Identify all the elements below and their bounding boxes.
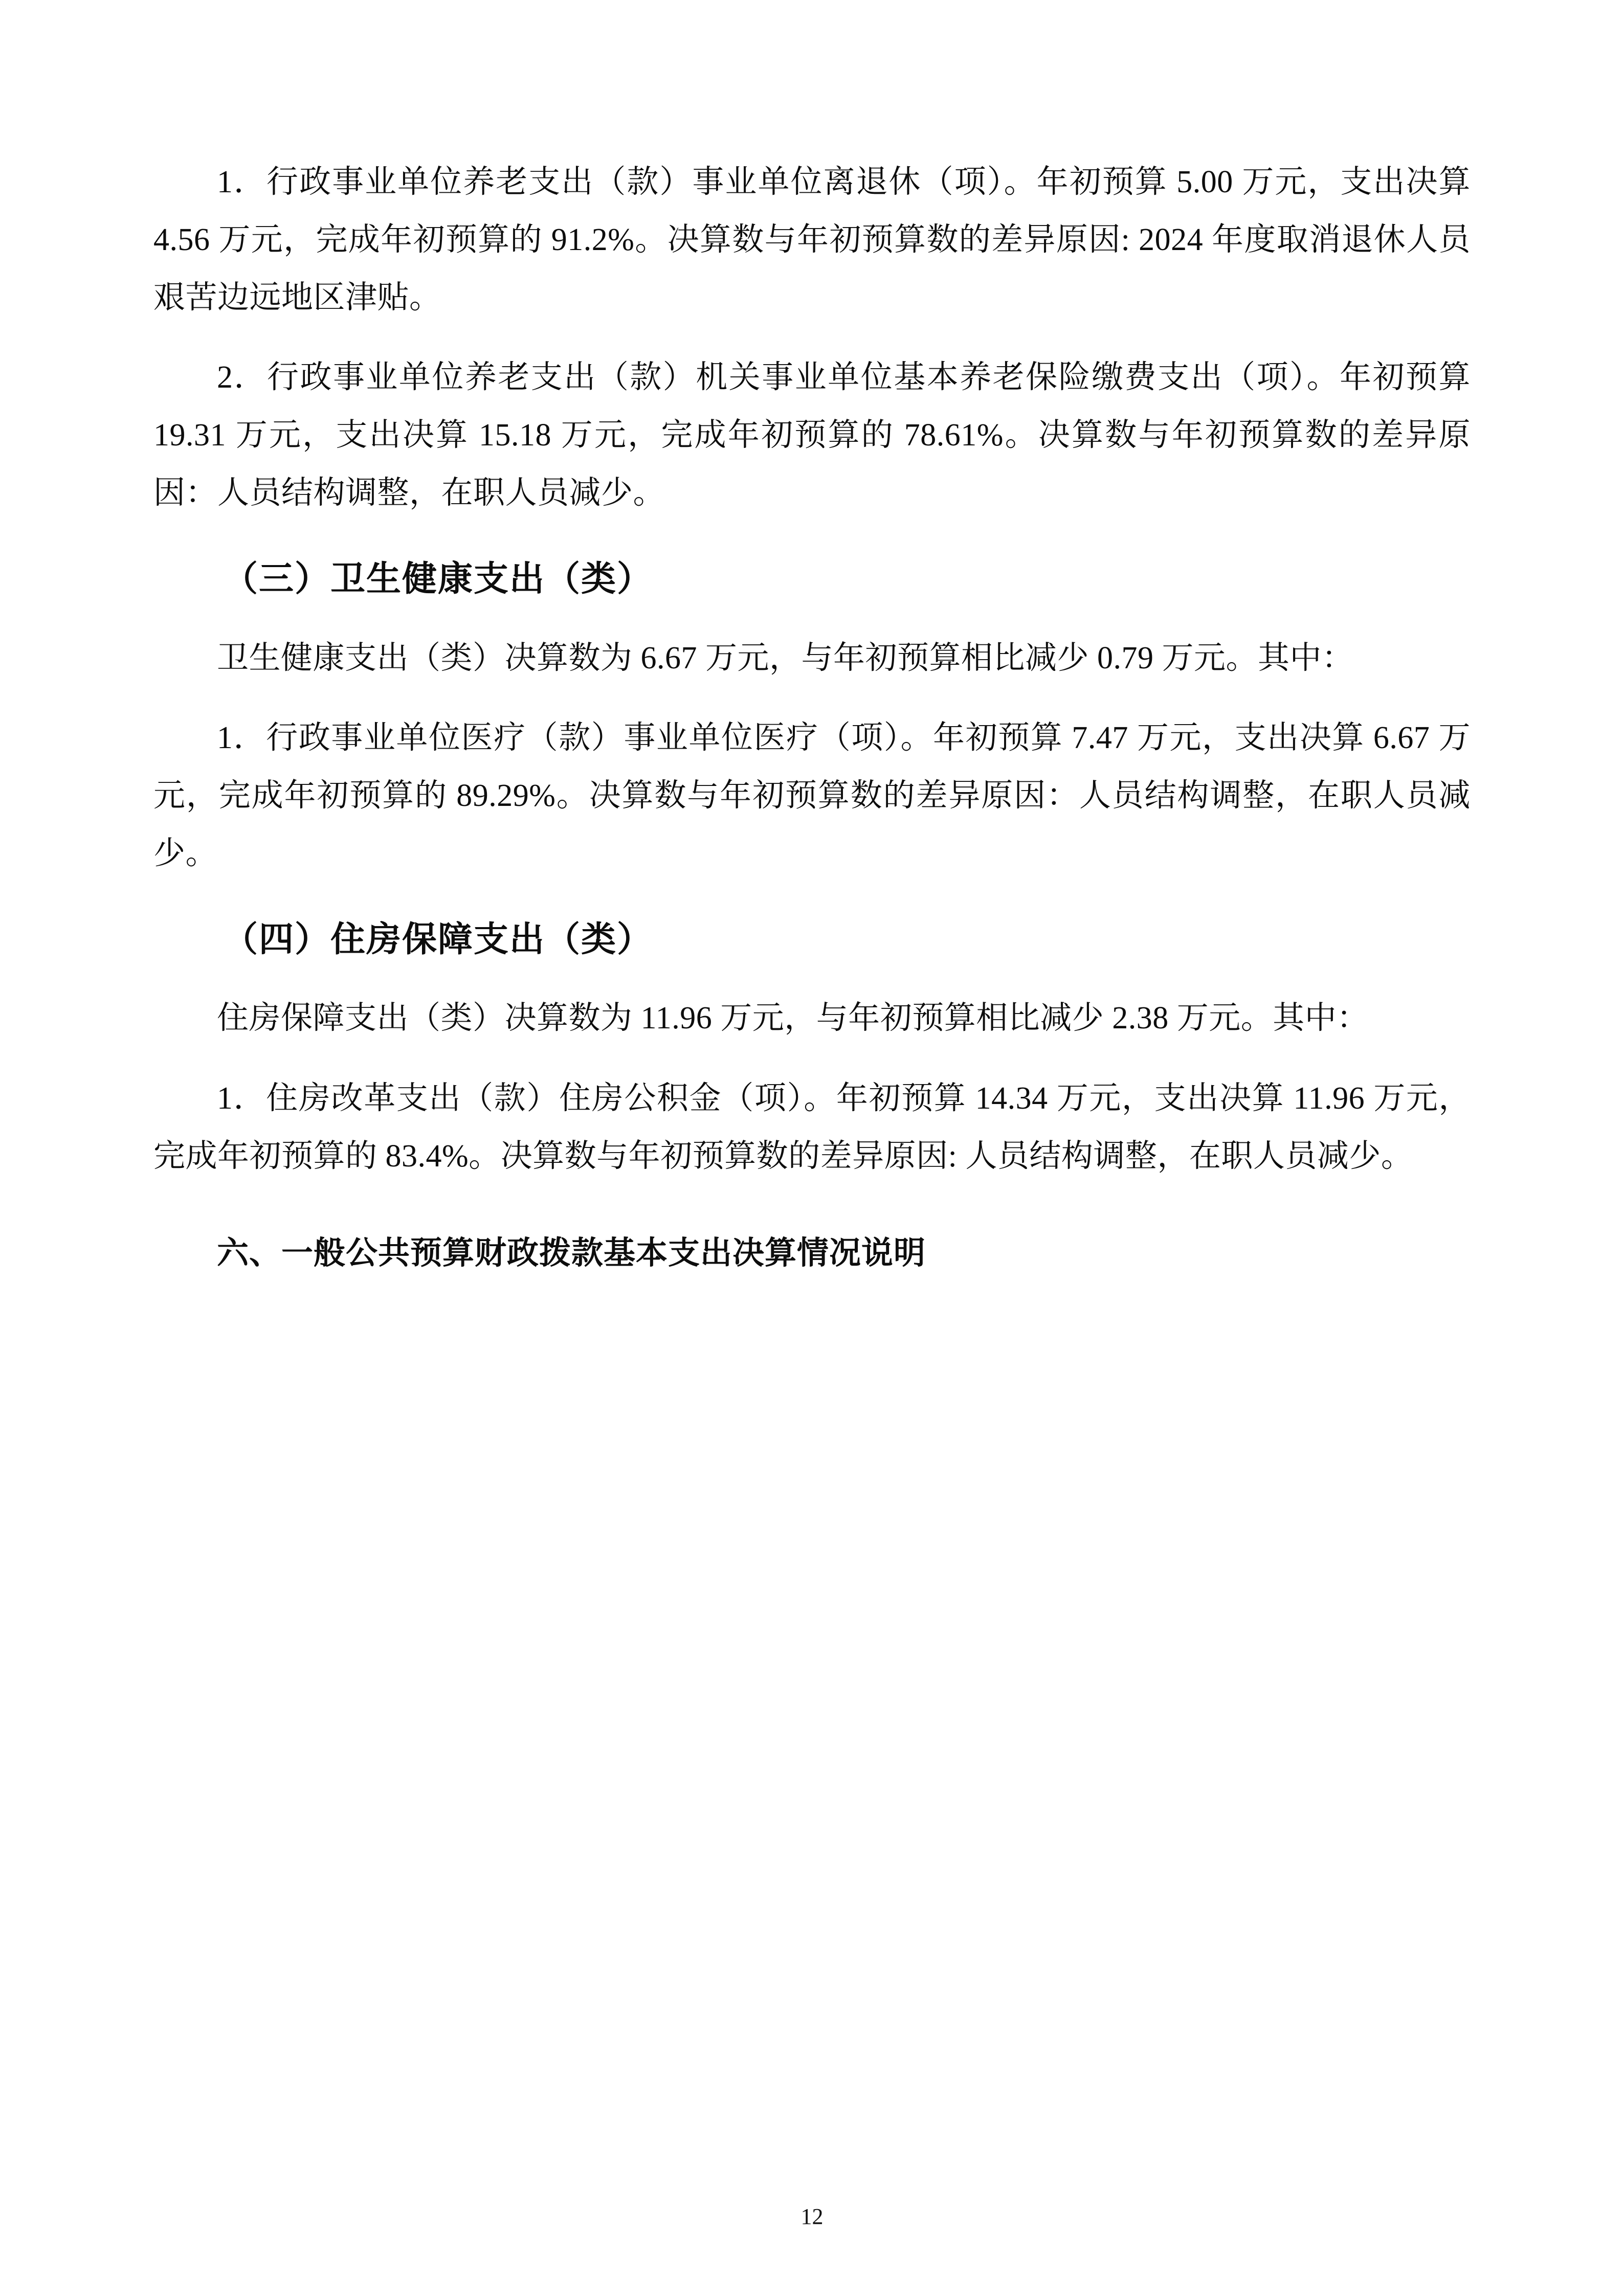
- section-heading-housing-expenditure: （四）住房保障支出（类）: [223, 919, 653, 959]
- paragraph-housing-item-1: 1．住房改革支出（款）住房公积金（项）。年初预算 14.34 万元，支出决算 11.96 万元，完成年初预算的 83.4%。决算数与年初预算数的差异原因: 人员结构调整，在职人员减少。: [153, 1081, 1471, 1174]
- page-number: 12: [800, 2204, 824, 2229]
- section-heading-basic-expenditure: 六、一般公共预算财政拨款基本支出决算情况说明: [217, 1235, 926, 1271]
- paragraph-health-item-1: 1．行政事业单位医疗（款）事业单位医疗（项）。年初预算 7.47 万元，支出决算 6.67 万元，完成年初预算的 89.29%。决算数与年初预算数的差异原因：人员结构调整，在职人员减少。: [153, 721, 1471, 871]
- paragraph-item-1: 1．行政事业单位养老支出（款）事业单位离退休（项）。年初预算 5.00 万元，支出决算 4.56 万元，完成年初预算的 91.2%。决算数与年初预算数的差异原因: 2024 年度取消退休人员艰苦边远地区津贴。: [153, 165, 1471, 315]
- paragraph-housing-summary: 住房保障支出（类）决算数为 11.96 万元，与年初预算相比减少 2.38 万元。其中：: [217, 1001, 1369, 1036]
- paragraph-health-summary: 卫生健康支出（类）决算数为 6.67 万元，与年初预算相比减少 0.79 万元。其中：: [217, 640, 1354, 676]
- paragraph-item-2: 2．行政事业单位养老支出（款）机关事业单位基本养老保险缴费支出（项）。年初预算 19.31 万元，支出决算 15.18 万元，完成年初预算的 78.61%。决算数与年初预算数的差异原因：人员结构调整，在职人员减少。: [153, 360, 1471, 511]
- section-heading-health-expenditure: （三）卫生健康支出（类）: [223, 559, 653, 598]
